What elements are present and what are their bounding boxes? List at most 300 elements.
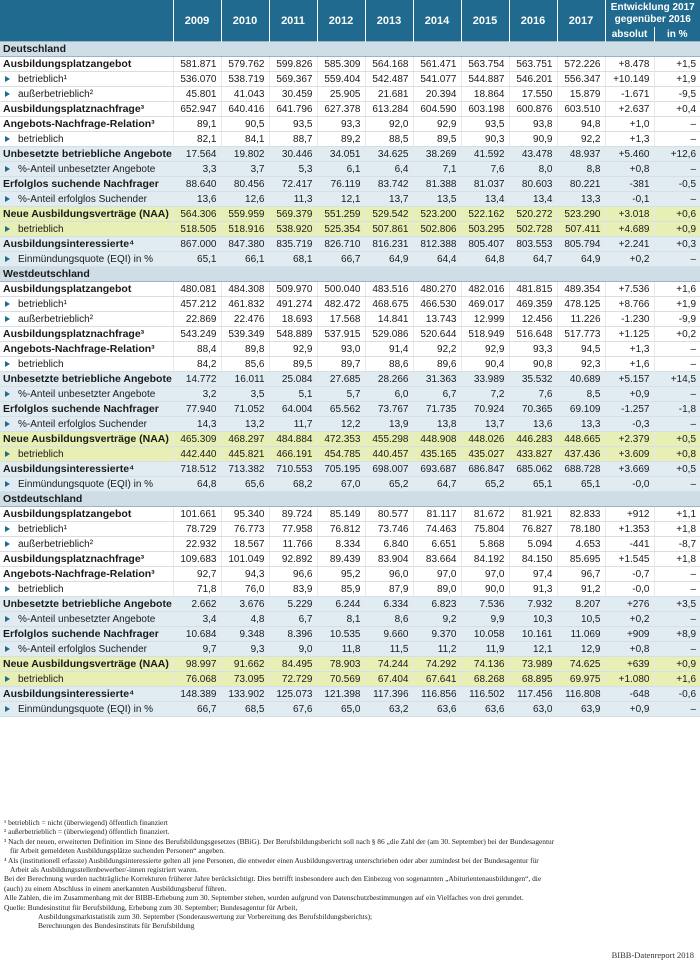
change-percent-cell: – [654,702,700,717]
value-cell: 718.512 [173,462,221,477]
value-cell: 89,5 [413,132,461,147]
value-cell: 73.989 [509,657,557,672]
change-percent-cell: +1,9 [654,297,700,312]
value-cell: 569.367 [269,72,317,87]
value-cell: 3,3 [173,162,221,177]
value-cell: 6,1 [317,162,365,177]
table-row [0,252,700,267]
value-cell: 8,0 [509,162,557,177]
year-header: 2011 [269,0,317,42]
row-label-text: Erfolglos suchende Nachfrager [3,178,159,190]
value-cell: 101.049 [221,552,269,567]
year-header: 2009 [173,0,221,42]
row-label-text: betrieblich¹ [18,73,67,85]
change-percent-cell: -0,6 [654,687,700,702]
value-cell: 581.871 [173,57,221,72]
change-absolute-cell: +1.080 [605,672,654,687]
change-absolute-cell: -0,7 [605,567,654,582]
value-cell: 478.125 [557,297,605,312]
table-row [0,327,700,342]
table-row [0,522,700,537]
change-absolute-cell: +5.460 [605,147,654,162]
row-label [0,387,173,402]
triangle-bullet-icon [5,616,10,622]
table-row [0,387,700,402]
value-cell: 539.349 [221,327,269,342]
value-cell: 2.662 [173,597,221,612]
value-cell: 538.719 [221,72,269,87]
value-cell: 613.284 [365,102,413,117]
value-cell: 13,4 [509,192,557,207]
value-cell: 81.037 [461,177,509,192]
value-cell: 85.149 [317,507,365,522]
footnote-line: ² außerbetrieblich = (überwiegend) öffentlich finanziert. [4,827,170,837]
change-percent-cell: -9,9 [654,312,700,327]
value-cell: 5.229 [269,597,317,612]
section-header [0,267,700,282]
value-cell: 440.457 [365,447,413,462]
value-cell: 9,7 [173,642,221,657]
value-cell: 13,8 [413,417,461,432]
value-cell: 84.495 [269,657,317,672]
value-cell: 627.378 [317,102,365,117]
value-cell: 516.648 [509,327,557,342]
value-cell: 73.767 [365,402,413,417]
value-cell: 72.417 [269,177,317,192]
value-cell: 97,4 [509,567,557,582]
value-cell: 551.259 [317,207,365,222]
value-cell: 92,0 [365,117,413,132]
value-cell: 13,4 [461,192,509,207]
table-row [0,192,700,207]
value-cell: 480.081 [173,282,221,297]
value-cell: 480.270 [413,282,461,297]
value-cell: 9,9 [461,612,509,627]
change-absolute-cell: -1.230 [605,312,654,327]
value-cell: 548.889 [269,327,317,342]
value-cell: 563.754 [461,57,509,72]
footnote-line: für Arbeit gemeldeten Ausbildungsplätze suchenden Personen“ angeben. [10,846,225,856]
row-label-text: betrieblich [18,583,64,595]
value-cell: 148.389 [173,687,221,702]
value-cell: 7,1 [413,162,461,177]
row-label [0,207,173,222]
row-label-text: betrieblich¹ [18,523,67,535]
value-cell: 83.904 [365,552,413,567]
value-cell: 520.644 [413,327,461,342]
value-cell: 10,5 [557,612,605,627]
value-cell: 11.226 [557,312,605,327]
value-cell: 91.662 [221,657,269,672]
value-cell: 18.567 [221,537,269,552]
footnotes [4,818,696,931]
row-label [0,222,173,237]
value-cell: 82.833 [557,507,605,522]
value-cell: 80.456 [221,177,269,192]
change-absolute-cell: +1,3 [605,132,654,147]
footnote-line: Ausbildungsmarktstatistik zum 30. September (Sonderauswertung zur Vorbereitung des Berufsbildungsberichts); [38,912,373,922]
row-label [0,117,173,132]
value-cell: 466.191 [269,447,317,462]
value-cell: 85,6 [221,357,269,372]
value-cell: 9,2 [413,612,461,627]
value-cell: 66,7 [317,252,365,267]
value-cell: 45.801 [173,87,221,102]
value-cell: 63,0 [509,702,557,717]
change-absolute-cell: +912 [605,507,654,522]
value-cell: 6.334 [365,597,413,612]
row-label-text: außerbetrieblich² [18,538,94,550]
footnote-line: ³ Nach der neuen, erweiterten Definition im Sinne des Berufsbildungsgesetzes (BBiG). Der Berufsbildungsbericht soll nach § 86 „die Zahl der (am 30. September) bei der Bundesagentur [4,836,555,846]
value-cell: 7,6 [509,387,557,402]
change-absolute-cell: +0,2 [605,252,654,267]
table-row [0,162,700,177]
row-label-text: außerbetrieblich² [18,88,94,100]
value-cell: 65,2 [461,477,509,492]
change-percent-cell: -0,5 [654,177,700,192]
value-cell: 70.924 [461,402,509,417]
value-cell: 812.388 [413,237,461,252]
row-label-text: Erfolglos suchende Nachfrager [3,403,159,415]
value-cell: 8.334 [317,537,365,552]
value-cell: 8.396 [269,627,317,642]
value-cell: 18.864 [461,87,509,102]
value-cell: 84.150 [509,552,557,567]
value-cell: 27.685 [317,372,365,387]
value-cell: 433.827 [509,447,557,462]
triangle-bullet-icon [5,91,10,97]
value-cell: 546.201 [509,72,557,87]
triangle-bullet-icon [5,586,10,592]
change-absolute-cell: +2.241 [605,237,654,252]
footnote-line: ⁴ Als (institutionell erfasste) Ausbildungsinteressierte gelten all jene Personen, die entweder einen Ausbildungsvertrag unterschrieben oder aber zumindest bei der Bundesagentur für [4,855,539,865]
value-cell: 92,2 [557,132,605,147]
value-cell: 88.640 [173,177,221,192]
value-cell: 83.742 [365,177,413,192]
value-cell: 81.921 [509,507,557,522]
value-cell: 76,0 [221,582,269,597]
value-cell: 68.268 [461,672,509,687]
change-percent-cell: – [654,387,700,402]
value-cell: 803.553 [509,237,557,252]
change-percent-cell: – [654,417,700,432]
row-label-text: Ausbildungsplatznachfrage³ [3,103,145,115]
value-cell: 89,6 [413,357,461,372]
change-percent-cell: +12,6 [654,147,700,162]
value-cell: 442.440 [173,447,221,462]
value-cell: 67,6 [269,702,317,717]
table-row [0,57,700,72]
value-cell: 64,9 [557,252,605,267]
triangle-bullet-icon [5,301,10,307]
section-header [0,42,700,57]
table-row [0,597,700,612]
change-absolute-cell: -381 [605,177,654,192]
value-cell: 68,1 [269,252,317,267]
triangle-bullet-icon [5,361,10,367]
value-cell: 89,0 [413,582,461,597]
value-cell: 693.687 [413,462,461,477]
value-cell: 64,8 [461,252,509,267]
value-cell: 518.916 [221,222,269,237]
row-label [0,672,173,687]
year-header: 2012 [317,0,365,42]
value-cell: 94,3 [221,567,269,582]
value-cell: 11,9 [461,642,509,657]
value-cell: 507.861 [365,222,413,237]
value-cell: 66,7 [173,702,221,717]
value-cell: 805.407 [461,237,509,252]
value-cell: 35.532 [509,372,557,387]
value-cell: 503.295 [461,222,509,237]
change-percent-cell: – [654,192,700,207]
value-cell: 7,2 [461,387,509,402]
value-cell: 13,2 [221,417,269,432]
value-cell: 125.073 [269,687,317,702]
row-label [0,522,173,537]
value-cell: 469.017 [461,297,509,312]
table-row [0,147,700,162]
value-cell: 455.298 [365,432,413,447]
value-cell: 65,1 [173,252,221,267]
value-cell: 64,4 [413,252,461,267]
row-label [0,642,173,657]
value-cell: 73.746 [365,522,413,537]
change-absolute-cell: +7.536 [605,282,654,297]
row-label-text: Einmündungsquote (EQI) in % [18,703,154,715]
table-row [0,447,700,462]
value-cell: 43.478 [509,147,557,162]
table-row [0,582,700,597]
value-cell: 71.735 [413,402,461,417]
value-cell: 8,5 [557,387,605,402]
value-cell: 75.804 [461,522,509,537]
value-cell: 87,9 [365,582,413,597]
value-cell: 489.354 [557,282,605,297]
change-percent-cell: +3,5 [654,597,700,612]
table-row [0,672,700,687]
change-percent-cell: +1,8 [654,522,700,537]
value-cell: 89.439 [317,552,365,567]
value-cell: 20.394 [413,87,461,102]
change-absolute-cell: +1,0 [605,117,654,132]
triangle-bullet-icon [5,676,10,682]
value-cell: 6,7 [269,612,317,627]
row-label [0,162,173,177]
change-absolute-cell: +0,8 [605,642,654,657]
change-percent-cell: +0,6 [654,207,700,222]
value-cell: 826.710 [317,237,365,252]
value-cell: 63,6 [461,702,509,717]
value-cell: 67,0 [317,477,365,492]
value-cell: 685.062 [509,462,557,477]
value-cell: 6.823 [413,597,461,612]
change-percent-cell: -8,7 [654,537,700,552]
value-cell: 484.884 [269,432,317,447]
value-cell: 68.895 [509,672,557,687]
value-cell: 98.997 [173,657,221,672]
change-percent-cell: – [654,132,700,147]
value-cell: 468.675 [365,297,413,312]
value-cell: 13,6 [173,192,221,207]
value-cell: 69.109 [557,402,605,417]
change-percent-cell: – [654,117,700,132]
value-cell: 579.762 [221,57,269,72]
value-cell: 585.309 [317,57,365,72]
value-cell: 31.363 [413,372,461,387]
change-percent-cell: – [654,252,700,267]
value-cell: 91,4 [365,342,413,357]
footnote-line: Arbeit als Ausbildungsstellenbewerber/-innen registriert waren. [10,865,198,875]
value-cell: 435.165 [413,447,461,462]
value-cell: 89.724 [269,507,317,522]
value-cell: 9.348 [221,627,269,642]
value-cell: 28.266 [365,372,413,387]
value-cell: 88,6 [365,357,413,372]
value-cell: 63,9 [557,702,605,717]
table-row [0,552,700,567]
value-cell: 93,5 [461,117,509,132]
table-row [0,282,700,297]
row-label-text: betrieblich [18,223,64,235]
change-absolute-cell: +0,9 [605,702,654,717]
row-label-text: betrieblich¹ [18,298,67,310]
value-cell: 11,8 [317,642,365,657]
section-title: Deutschland [0,42,700,57]
value-cell: 14,3 [173,417,221,432]
triangle-bullet-icon [5,136,10,142]
value-cell: 10.684 [173,627,221,642]
value-cell: 93,3 [509,342,557,357]
value-cell: 116.808 [557,687,605,702]
value-cell: 713.382 [221,462,269,477]
row-label [0,612,173,627]
row-label [0,372,173,387]
section-title: Ostdeutschland [0,492,700,507]
value-cell: 92,9 [461,342,509,357]
footnote-line: Berechnungen des Bundesinstituts für Berufsbildung [38,921,195,931]
table-row [0,87,700,102]
table-row [0,237,700,252]
value-cell: 90,5 [221,117,269,132]
change-absolute-cell: -648 [605,687,654,702]
row-label-text: betrieblich [18,448,64,460]
value-cell: 564.306 [173,207,221,222]
value-cell: 529.542 [365,207,413,222]
change-absolute-cell: +0,2 [605,612,654,627]
year-header: 2017 [557,0,605,42]
value-cell: 448.908 [413,432,461,447]
table-row [0,567,700,582]
change-absolute-cell: +10.149 [605,72,654,87]
footnote-line: ¹ betrieblich = nicht (überwiegend) öffentlich finanziert [4,818,168,827]
row-label [0,342,173,357]
value-cell: 92,9 [269,342,317,357]
change-percent-cell: +0,9 [654,657,700,672]
year-header: 2015 [461,0,509,42]
value-cell: 38.269 [413,147,461,162]
row-label [0,627,173,642]
row-label-text: Angebots-Nachfrage-Relation³ [3,568,155,580]
table-row [0,357,700,372]
value-cell: 121.398 [317,687,365,702]
row-label [0,72,173,87]
value-cell: 41.592 [461,147,509,162]
change-absolute-cell: +8.766 [605,297,654,312]
value-cell: 67.641 [413,672,461,687]
change-percent-cell: +0,8 [654,447,700,462]
footnote-line: (auch) zu einem Abschluss in einem anerkannten Ausbildungsberuf führen. [4,883,227,893]
value-cell: 5,7 [317,387,365,402]
value-cell: 3.676 [221,597,269,612]
change-percent-cell: +14,5 [654,372,700,387]
value-cell: 12,9 [557,642,605,657]
change-percent-cell: – [654,642,700,657]
value-cell: 34.051 [317,147,365,162]
value-cell: 522.162 [461,207,509,222]
change-absolute-cell: -1.671 [605,87,654,102]
value-cell: 564.168 [365,57,413,72]
value-cell: 448.026 [461,432,509,447]
value-cell: 6.840 [365,537,413,552]
change-absolute-cell: +909 [605,627,654,642]
row-label-text: Ausbildungsplatzangebot [3,283,132,295]
value-cell: 83,9 [269,582,317,597]
value-cell: 89,2 [317,132,365,147]
value-cell: 8,6 [365,612,413,627]
value-cell: 688.728 [557,462,605,477]
value-cell: 40.689 [557,372,605,387]
row-label [0,87,173,102]
triangle-bullet-icon [5,541,10,547]
value-cell: 559.959 [221,207,269,222]
value-cell: 17.568 [317,312,365,327]
value-cell: 9.370 [413,627,461,642]
year-header: 2016 [509,0,557,42]
change-absolute-cell: +1,3 [605,342,654,357]
change-absolute-cell: +3.669 [605,462,654,477]
value-cell: 15.879 [557,87,605,102]
value-cell: 12,1 [509,642,557,657]
change-absolute-cell: +1,6 [605,357,654,372]
value-cell: 73.095 [221,672,269,687]
value-cell: 116.502 [461,687,509,702]
value-cell: 536.070 [173,72,221,87]
change-percent-cell: +1,6 [654,672,700,687]
value-cell: 76.827 [509,522,557,537]
footnote-line: Quelle: Bundesinstitut für Berufsbildung, Erhebung zum 30. September; Bundesagentur für Arbeit, [4,902,298,912]
value-cell: 600.876 [509,102,557,117]
change-absolute-cell: +5.157 [605,372,654,387]
value-cell: 80.577 [365,507,413,522]
triangle-bullet-icon [5,526,10,532]
row-label-text: Neue Ausbildungsverträge (NAA) [3,433,169,445]
change-percent-cell: – [654,582,700,597]
change-percent-cell: +1,1 [654,507,700,522]
row-label [0,312,173,327]
value-cell: 437.436 [557,447,605,462]
row-label [0,447,173,462]
value-cell: 523.290 [557,207,605,222]
row-label-text: %-Anteil erfolglos Suchender [18,643,147,655]
value-cell: 48.937 [557,147,605,162]
value-cell: 4.653 [557,537,605,552]
value-cell: 21.681 [365,87,413,102]
table-row [0,297,700,312]
value-cell: 90,0 [461,582,509,597]
value-cell: 65,6 [221,477,269,492]
value-cell: 10.535 [317,627,365,642]
